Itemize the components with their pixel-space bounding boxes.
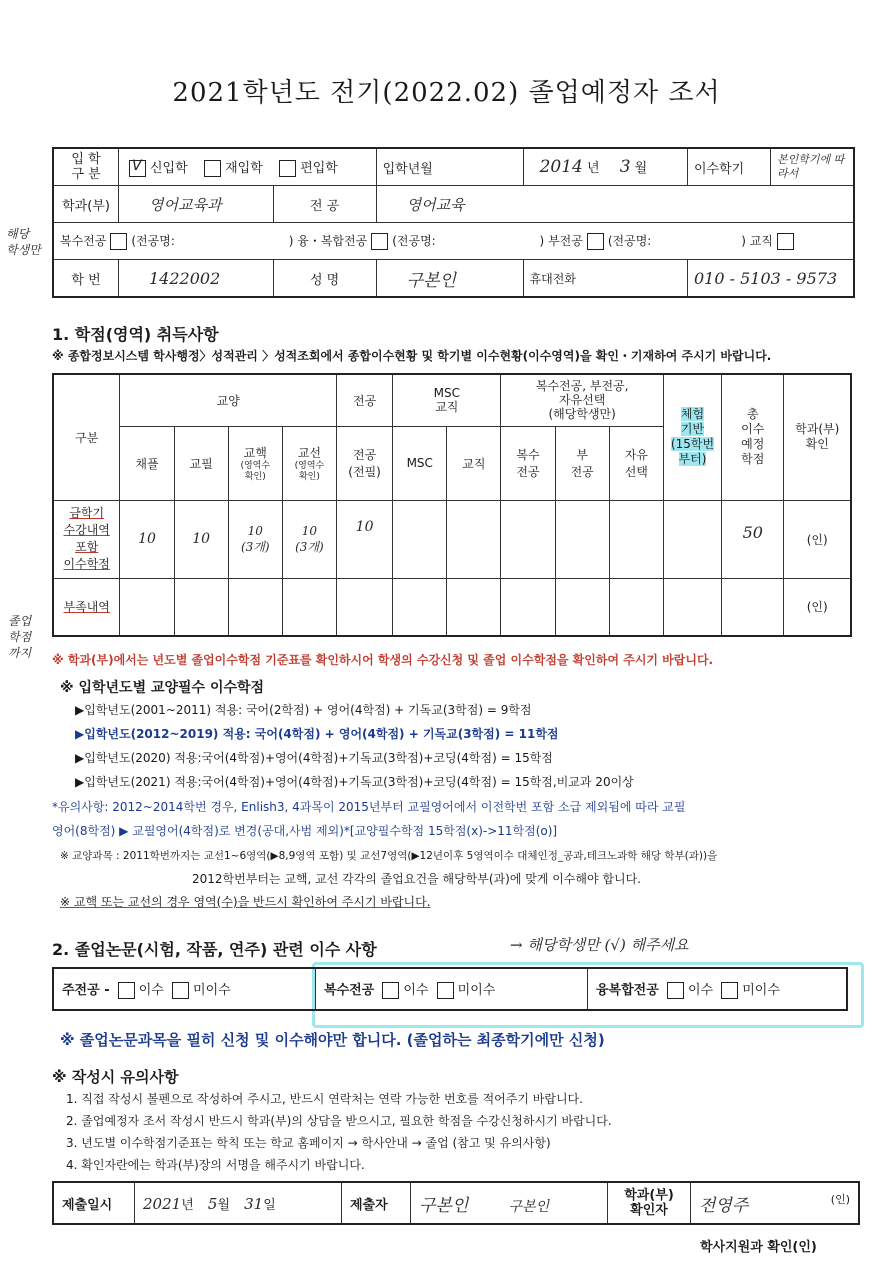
entry-value bbox=[523, 148, 687, 186]
header-msc-col: MSC bbox=[393, 426, 447, 500]
student-id-value: 1422002 bbox=[119, 260, 274, 298]
gyohaek-label: 교핵 bbox=[243, 445, 267, 460]
semester-label: 이수학기 bbox=[688, 148, 771, 186]
row2-cell bbox=[722, 578, 784, 636]
new-label: 신입학 bbox=[150, 161, 188, 176]
row2-cell bbox=[393, 578, 447, 636]
section1-note: ※ 종합정보시스템 학사행정〉성적관리 〉성적조회에서 종합이수현황 및 학기별 이수현황(이수영역)을 확인・기재하여 주시기 바랍니다. bbox=[52, 349, 772, 363]
row2-confirm: (인) bbox=[784, 578, 851, 636]
header-liberal: 교양 bbox=[120, 374, 337, 426]
header-minor: 부 전공 bbox=[555, 426, 609, 500]
name-label: 성 명 bbox=[273, 260, 376, 298]
row2-label: 부족내역 bbox=[53, 578, 120, 636]
header-major: 전공 bbox=[336, 374, 392, 426]
header-teach: 교직 bbox=[447, 426, 501, 500]
table-row bbox=[53, 578, 851, 636]
month-unit: 월 bbox=[634, 161, 648, 176]
req-heading: ※ 입학년도별 교양필수 이수학점 bbox=[60, 680, 265, 696]
header-double: 복수 전공 bbox=[501, 426, 555, 500]
caution-line-1: *유의사항: 2012~2014학번 경우, Enlish3, 4과목이 2015년부터 교필영어에서 이전학번 포함 소급 제외됨에 따라 교필 bbox=[52, 800, 686, 814]
readmit-checkbox[interactable] bbox=[204, 160, 221, 177]
date-value bbox=[135, 1182, 342, 1224]
row1-double bbox=[501, 500, 555, 578]
thesis-table bbox=[52, 967, 848, 1011]
double-major-checkbox[interactable] bbox=[110, 233, 127, 250]
header-category: 구분 bbox=[53, 374, 120, 500]
done-label: 이수 bbox=[138, 983, 164, 998]
gyoyang-line-2: 2012학번부터는 교핵, 교선 각각의 졸업요건을 해당학부(과)에 맞게 이수해야 합니다. bbox=[192, 872, 641, 886]
section2-hand-note: → 해당학생만 (√) 해주세요 bbox=[510, 936, 689, 954]
entry-year: 2014 bbox=[539, 157, 583, 177]
major-value: 영어교육 bbox=[376, 186, 854, 223]
red-notice: ※ 학과(부)에서는 년도별 졸업이수학점 기준표를 확인하시어 학생의 수강신청 및 졸업 이수학점을 확인하여 주시기 바랍니다. bbox=[52, 653, 714, 667]
row1-gyopil: 10 bbox=[174, 500, 228, 578]
side-note-target: 해당 학생만 bbox=[6, 227, 41, 257]
row2-cell bbox=[174, 578, 228, 636]
phone-label: 휴대전화 bbox=[523, 260, 687, 298]
confirmer-label: 학과(부) 확인자 bbox=[608, 1182, 691, 1224]
row2-cell bbox=[228, 578, 282, 636]
header-gyopil: 교필 bbox=[174, 426, 228, 500]
transfer-label: 편입학 bbox=[300, 161, 338, 176]
row1-label: 금학기 수강내역 포함 이수학점 bbox=[53, 500, 120, 578]
dept-label: 학과(부) bbox=[53, 186, 119, 223]
notdone-label: 미이수 bbox=[742, 983, 780, 998]
row2-cell bbox=[609, 578, 663, 636]
instruction-3: 3. 년도별 이수학점기준표는 학칙 또는 학교 홈페이지 → 학사안내 → 졸업 (참고 및 유의사항) bbox=[66, 1136, 551, 1150]
req-line-3: ▶입학년도(2020) 적용:국어(4학점)+영어(4학점)+기독교(3학점)+코딩(4학점) = 15학점 bbox=[75, 751, 553, 765]
mandatory-notice: ※ 졸업논문과목을 필히 신청 및 이수해야만 합니다. (졸업하는 최종학기에만 신청) bbox=[60, 1031, 605, 1049]
submitter-signature: 구본인 bbox=[508, 1198, 549, 1215]
req-line-1: ▶입학년도(2001~2011) 적용: 국어(2학점) + 영어(4학점) + 기독교(3학점) = 9학점 bbox=[75, 703, 532, 717]
readmit-label: 재입학 bbox=[225, 161, 263, 176]
check-line: ※ 교핵 또는 교선의 경우 영역(수)을 반드시 확인하여 주시기 바랍니다. bbox=[60, 895, 431, 909]
row1-chapel: 10 bbox=[120, 500, 174, 578]
double-done-checkbox[interactable] bbox=[382, 982, 399, 999]
req-line-4: ▶입학년도(2021) 적용:국어(4학점)+영어(4학점)+기독교(3학점)+코딩(4학점) = 15학점,비교과 20이상 bbox=[75, 775, 634, 789]
section2-heading: 2. 졸업논문(시험, 작품, 연주) 관련 이수 사항 bbox=[52, 940, 377, 959]
header-major-req: 전공 (전필) bbox=[336, 426, 392, 500]
submitter-label: 제출자 bbox=[342, 1182, 411, 1224]
row1-major: 10 bbox=[336, 500, 392, 578]
minor-name: (전공명: bbox=[607, 234, 652, 248]
double-thesis-cell bbox=[316, 968, 588, 1010]
done-label: 이수 bbox=[687, 983, 714, 998]
student-info-table bbox=[52, 147, 855, 298]
confirmer-value bbox=[691, 1182, 860, 1224]
row1-free bbox=[609, 500, 663, 578]
row2-cell bbox=[282, 578, 336, 636]
teaching-label: 교직 bbox=[749, 234, 773, 248]
dept-value: 영어교육과 bbox=[119, 186, 274, 223]
semester-value: 본인학기에 따라서 bbox=[771, 148, 855, 186]
date-label: 제출일시 bbox=[53, 1182, 135, 1224]
row1-msc bbox=[393, 500, 447, 578]
row1-teach bbox=[447, 500, 501, 578]
gyoseon-sub: (영역수 확인) bbox=[294, 460, 325, 482]
year-unit: 년 bbox=[587, 161, 600, 176]
req-line-2: ▶입학년도(2012~2019) 적용: 국어(4학점) + 영어(4학점) + 기독교(3학점) = 11학점 bbox=[75, 727, 559, 741]
row2-cell bbox=[447, 578, 501, 636]
instruction-1: 1. 직접 작성시 볼펜으로 작성하여 주시고, 반드시 연락처는 연락 가능한 번호를 적어주기 바랍니다. bbox=[66, 1092, 583, 1106]
header-gyohaek bbox=[228, 426, 282, 500]
admission-label: 입 학 구 분 bbox=[53, 148, 119, 186]
transfer-checkbox[interactable] bbox=[279, 160, 296, 177]
header-experience bbox=[663, 374, 721, 500]
main-thesis-cell bbox=[53, 968, 316, 1010]
submitter-value bbox=[411, 1182, 608, 1224]
row2-cell bbox=[120, 578, 174, 636]
main-notdone-checkbox[interactable] bbox=[172, 982, 189, 999]
confirmer-signature: 전영주 bbox=[699, 1195, 749, 1216]
paren: ) bbox=[741, 234, 746, 248]
row2-cell bbox=[663, 578, 721, 636]
double-major-name: (전공명: bbox=[131, 234, 175, 248]
notdone-label: 미이수 bbox=[457, 983, 496, 998]
row1-gyoseon: 10 (3개) bbox=[282, 500, 336, 578]
header-total: 총 이수 예정 학점 bbox=[722, 374, 784, 500]
instruction-4: 4. 확인자란에는 학과(부)장의 서명을 해주시기 바랍니다. bbox=[66, 1158, 365, 1172]
minor-label: 부전공 bbox=[548, 234, 583, 248]
fusion-done-checkbox[interactable] bbox=[667, 982, 684, 999]
fusion-major-name: (전공명: bbox=[392, 234, 436, 248]
fusion-thesis-cell bbox=[588, 968, 848, 1010]
gyohaek-sub: (영역수 확인) bbox=[240, 460, 271, 482]
header-multi: 복수전공, 부전공, 자유선택 (해당학생만) bbox=[501, 374, 663, 426]
paren: ) bbox=[539, 234, 545, 248]
gyoyang-line-1: ※ 교양과목 : 2011학번까지는 교선1~6영역(▶8,9영역 포함) 및 교선7영역(▶12년이후 5영역이수 대체인정_공과,테크노과학 해당 학부(과))을 bbox=[60, 850, 718, 862]
confirmer-seal: (인) bbox=[830, 1192, 850, 1206]
row2-cell bbox=[555, 578, 609, 636]
instruction-2: 2. 졸업예정자 조서 작성시 반드시 학과(부)의 상담을 받으시고, 필요한 학점을 수강신청하시기 바랍니다. bbox=[66, 1114, 612, 1128]
fusion-thesis-label: 융복합전공 bbox=[596, 983, 659, 998]
row2-cell bbox=[336, 578, 392, 636]
name-value: 구본인 bbox=[376, 260, 523, 298]
gyoseon-label: 교선 bbox=[297, 445, 321, 460]
paren: ) bbox=[288, 234, 294, 248]
new-checkbox[interactable] bbox=[129, 160, 146, 177]
credit-table bbox=[52, 373, 852, 637]
notdone-label: 미이수 bbox=[193, 983, 231, 998]
phone-value: 010 - 5103 - 9573 bbox=[688, 260, 855, 298]
double-major-label: 복수전공 bbox=[60, 234, 107, 248]
main-done-checkbox[interactable] bbox=[118, 982, 135, 999]
major-label: 전 공 bbox=[273, 186, 376, 223]
header-msc: MSC 교직 bbox=[393, 374, 501, 426]
row1-minor bbox=[555, 500, 609, 578]
side-note-credits: 졸업 학점 까지 bbox=[8, 614, 32, 660]
fusion-major-label: 융・복합전공 bbox=[297, 234, 368, 248]
submitter-name: 구본인 bbox=[419, 1195, 469, 1216]
section1-heading: 1. 학점(영역) 취득사항 bbox=[52, 325, 219, 344]
admission-options bbox=[119, 148, 377, 186]
row1-exp bbox=[663, 500, 721, 578]
submit-year-unit: 년 bbox=[181, 1197, 194, 1213]
page-title: 2021학년도 전기(2022.02) 졸업예정자 조서 bbox=[172, 78, 721, 108]
header-chapel: 채플 bbox=[120, 426, 174, 500]
entry-month: 3 bbox=[619, 157, 631, 177]
submit-day-unit: 일 bbox=[263, 1197, 276, 1213]
double-major-thesis-label: 복수전공 bbox=[324, 983, 375, 998]
caution-line-2: 영어(8학점) ▶ 교필영어(4학점)로 변경(공대,사범 제외)*[교양필수학점 15학점(x)->11학점(o)] bbox=[52, 824, 558, 838]
fusion-notdone-checkbox[interactable] bbox=[721, 982, 738, 999]
entry-label: 입학년월 bbox=[376, 148, 523, 186]
row1-gyohaek: 10 (3개) bbox=[228, 500, 282, 578]
main-major-label: 주전공 - bbox=[62, 983, 110, 998]
double-notdone-checkbox[interactable] bbox=[437, 982, 454, 999]
submit-month: 5 bbox=[207, 1194, 218, 1213]
done-label: 이수 bbox=[403, 983, 429, 998]
experience-label: 체험 기반 (15학번 부터) bbox=[670, 407, 715, 467]
submit-day: 31 bbox=[244, 1194, 264, 1213]
minor-checkbox[interactable] bbox=[587, 233, 604, 250]
row1-confirm: (인) bbox=[784, 500, 851, 578]
header-confirm: 학과(부) 확인 bbox=[784, 374, 851, 500]
row1-total: 50 bbox=[722, 500, 784, 578]
teaching-checkbox[interactable] bbox=[777, 233, 794, 250]
section3-heading: ※ 작성시 유의사항 bbox=[52, 1068, 179, 1086]
header-free: 자유 선택 bbox=[609, 426, 663, 500]
header-gyoseon bbox=[282, 426, 336, 500]
footer-confirm: 학사지원과 확인(인) bbox=[700, 1240, 817, 1255]
fusion-major-checkbox[interactable] bbox=[371, 233, 388, 250]
row2-cell bbox=[501, 578, 555, 636]
student-id-label: 학 번 bbox=[53, 260, 119, 298]
submit-year: 2021 bbox=[143, 1194, 182, 1213]
submission-table bbox=[52, 1181, 860, 1225]
major-options-row bbox=[53, 223, 854, 260]
table-row bbox=[53, 500, 851, 578]
submit-month-unit: 월 bbox=[217, 1197, 230, 1213]
